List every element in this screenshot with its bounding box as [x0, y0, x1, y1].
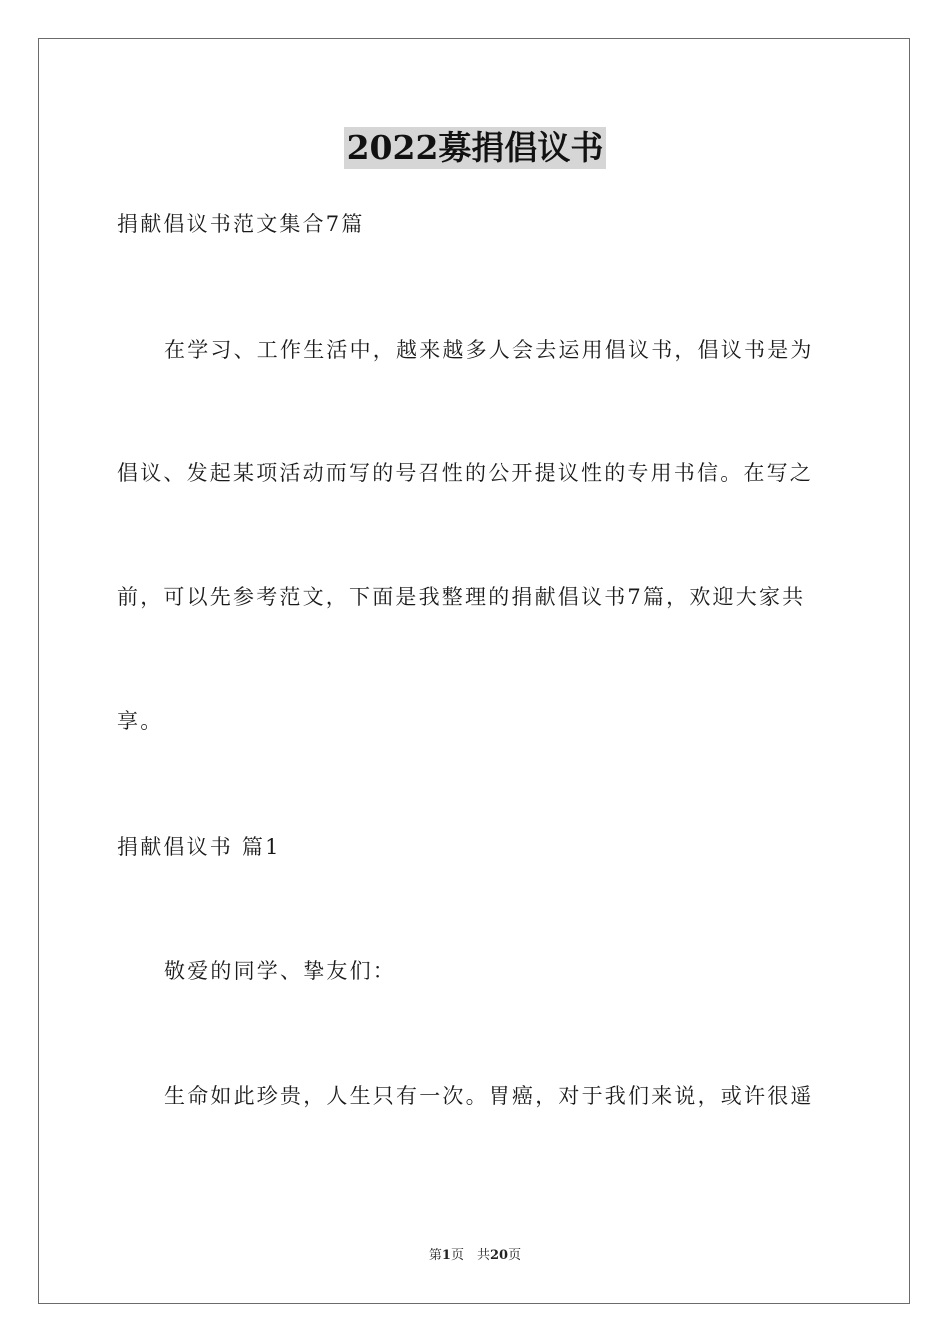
title-container: [0, 127, 950, 169]
footer-prefix: 第: [428, 1248, 442, 1263]
footer-mid: 页 共: [450, 1248, 490, 1263]
footer-suffix: 页: [508, 1248, 522, 1263]
subtitle: 捐献倡议书范文集合7篇: [117, 212, 365, 236]
document-title: 2022募捐倡议书: [344, 127, 607, 169]
salutation: 敬爱的同学、挚友们：: [164, 959, 396, 983]
footer-current-page: 1: [441, 1248, 451, 1263]
footer-total-pages: 20: [489, 1248, 509, 1263]
page-footer: [0, 1247, 950, 1265]
intro-line-2: 倡议、发起某项活动而写的号召性的公开提议性的专用书信。在写之: [117, 461, 813, 485]
body-line: 生命如此珍贵，人生只有一次。胃癌，对于我们来说，或许很遥: [164, 1084, 814, 1108]
intro-line-1: 在学习、工作生活中，越来越多人会去运用倡议书，倡议书是为: [164, 338, 814, 362]
intro-line-3: 前，可以先参考范文，下面是我整理的捐献倡议书7篇，欢迎大家共: [117, 585, 806, 609]
intro-line-4: 享。: [117, 709, 164, 733]
section-heading: 捐献倡议书 篇1: [117, 835, 281, 859]
